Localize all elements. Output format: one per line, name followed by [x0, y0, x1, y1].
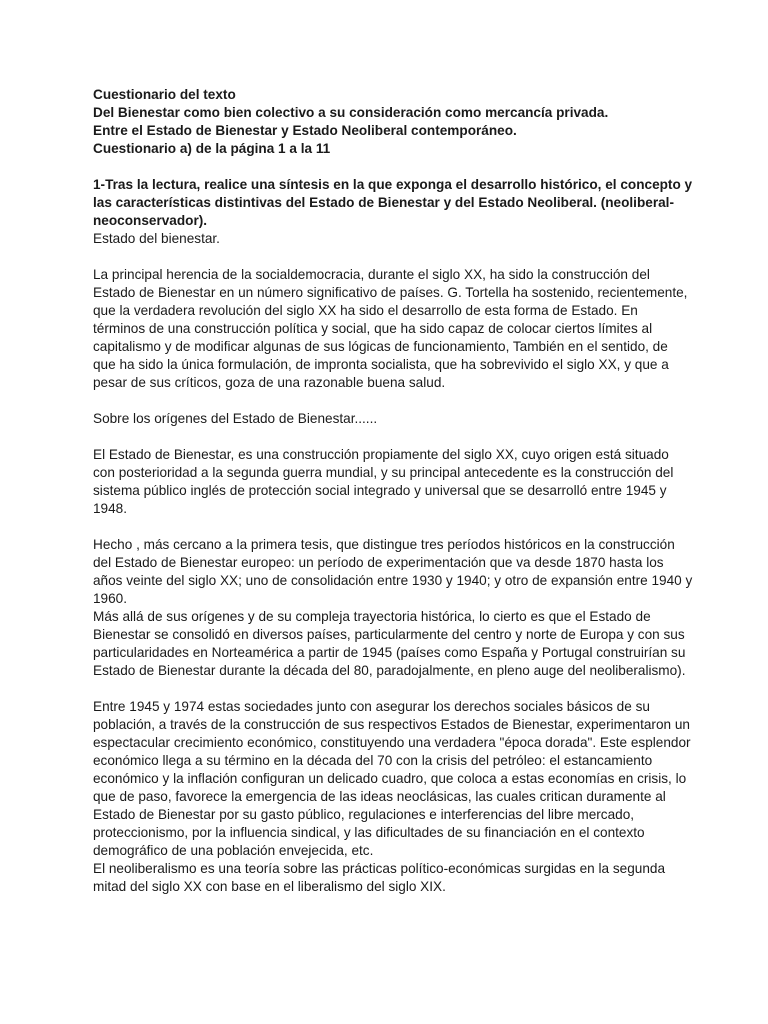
header-subtitle-2: Entre el Estado de Bienestar y Estado Neoliberal contemporáneo.: [93, 123, 517, 138]
header-subtitle: Del Bienestar como bien colectivo a su consideración como mercancía privada.: [93, 105, 609, 120]
paragraph-4: Hecho , más cercano a la primera tesis, que distingue tres períodos históricos en la construcción del Estado de Bienestar europeo: un período de experimentación que va desde 1870 hasta los años veinte del siglo XX; uno de consolidación entre 1930 y 1940; y otro de expansión entre 1940 y 1960.: [93, 537, 693, 606]
paragraph-6: Entre 1945 y 1974 estas sociedades junto con asegurar los derechos sociales básicos de su población, a través de la construcción de sus respectivos Estados de Bienestar, experimentaron un espectacular crecimiento económico, constituyendo una verdadera "época dorada". Este esplendor económico llega a su término en la década del 70 con la crisis del petróleo: el estancamiento económico y la inflación configuran un delicado cuadro, que coloca a estas economías en crisis, lo que de paso, favorece la emergencia de las ideas neoclásicas, las cuales critican duramente al Estado de Bienestar por su gasto público, regulaciones e interferencias del libre mercado, proteccionismo, por la influencia sindical, y las dificultades de su financiación en el contexto demográfico de una población envejecida, etc.: [93, 699, 691, 858]
document-header: [93, 86, 693, 158]
paragraph-5: Más allá de sus orígenes y de su compleja trayectoria histórica, lo cierto es que el Estado de Bienestar se consolidó en diversos países, particularmente del centro y norte de Europa y con sus particularidades en Norteamérica a partir de 1945 (países como España y Portugal construirían su Estado de Bienestar durante la década del 80, paradojalmente, en pleno auge del neoliberalismo).: [93, 609, 686, 678]
header-title: Cuestionario del texto: [93, 87, 236, 102]
question-text: 1-Tras la lectura, realice una síntesis en la que exponga el desarrollo histórico, el concepto y las características distintivas del Estado de Bienestar y del Estado Neoliberal. (neoliberal-neoconservador).: [93, 177, 693, 228]
header-pages: Cuestionario a) de la página 1 a la 11: [93, 141, 331, 156]
spacer: [93, 158, 693, 176]
section-title: Estado del bienestar.: [93, 231, 220, 246]
paragraph-1: La principal herencia de la socialdemocracia, durante el siglo XX, ha sido la construcción del Estado de Bienestar en un número significativo de países. G. Tortella ha sostenido, recientemente, que la verdadera revolución del siglo XX ha sido el desarrollo de esta forma de Estado. En términos de una construcción política y social, que ha sido capaz de colocar ciertos límites al capitalismo y de modificar algunas de sus lógicas de funcionamiento, También en el sentido, de que ha sido la única formulación, de impronta socialista, que ha sobrevivido el siglo XX, y que a pesar de sus críticos, goza de una razonable buena salud.: [93, 267, 688, 390]
document-page: [93, 86, 693, 914]
paragraph-3: El Estado de Bienestar, es una construcción propiamente del siglo XX, cuyo origen está situado con posterioridad a la segunda guerra mundial, y su principal antecedente es la construcción del sistema público inglés de protección social integrado y universal que se desarrolló entre 1945 y 1948.: [93, 447, 674, 516]
paragraph-2: Sobre los orígenes del Estado de Bienestar......: [93, 411, 378, 426]
paragraph-7: El neoliberalismo es una teoría sobre las prácticas político-económicas surgidas en la segunda mitad del siglo XX con base en el liberalismo del siglo XIX.: [93, 861, 666, 894]
